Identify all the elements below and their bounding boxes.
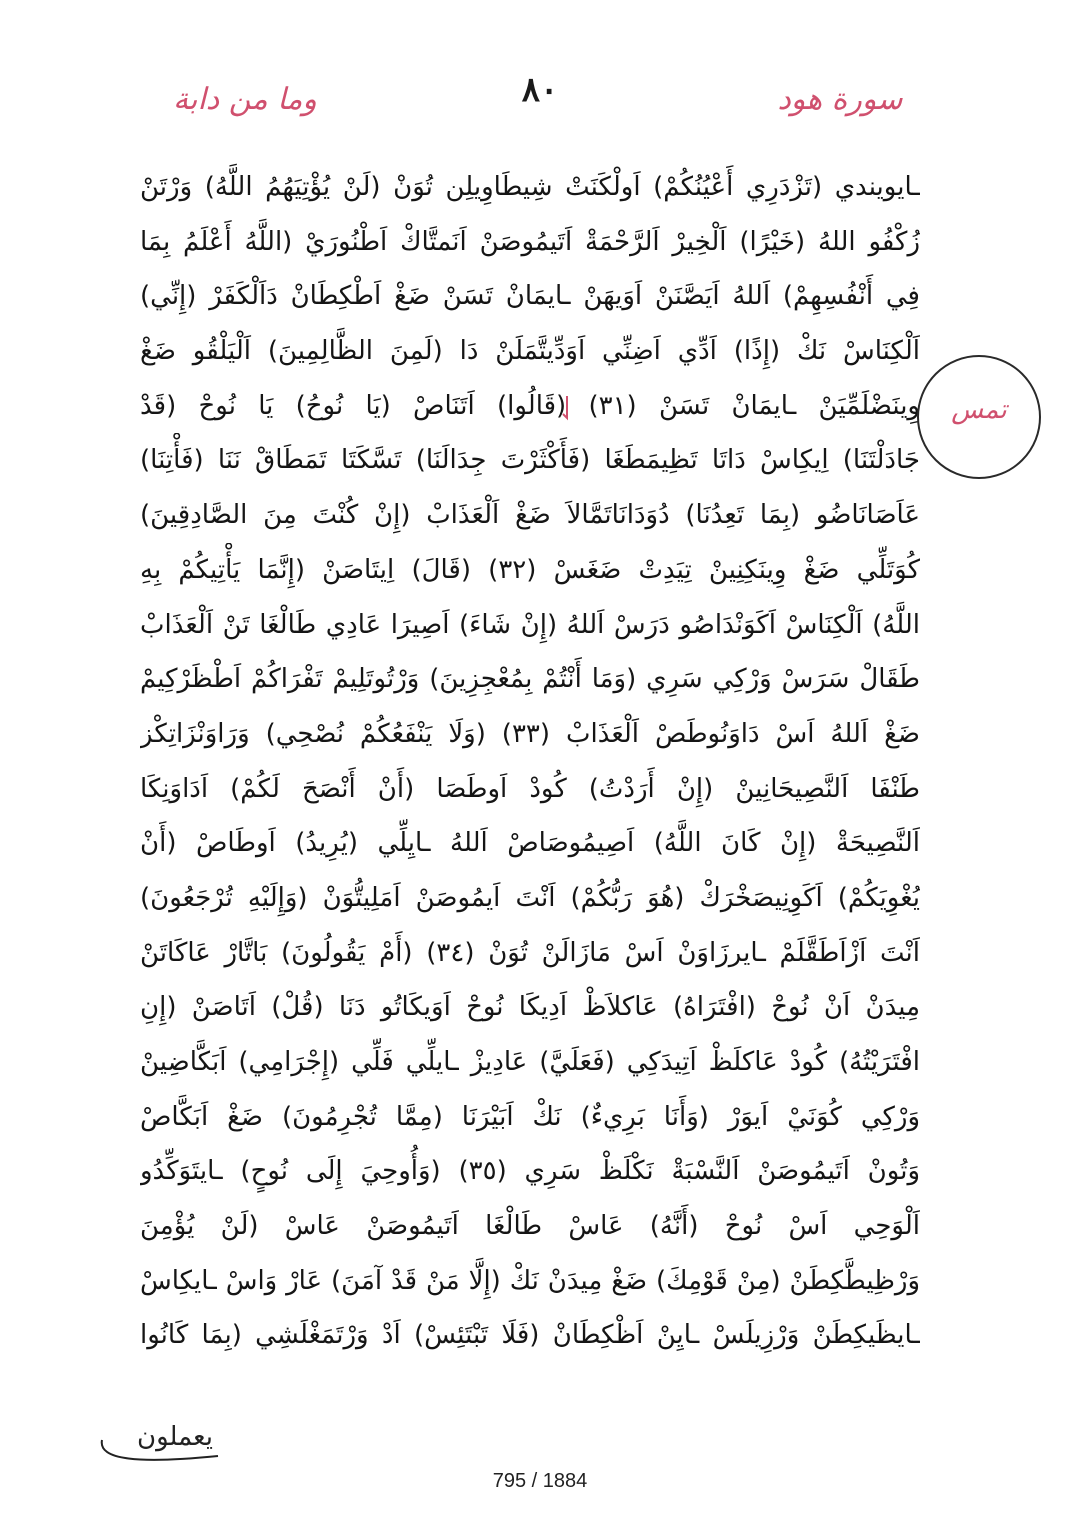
- text-line-12: طَنْفَا اَلنَّصِيحَانِينْ (إِنْ أَرَدْتُ) كُودْ اَوطَصَا (أَنْ أَنْصَحَ لَكُمْ) اَدَاوَنِكَا: [140, 773, 920, 804]
- text-line-7: عَاَصَانَاضُو (بِمَا تَعِدُنَا) دُوَدَانَاتَمَّالاَ ضَغْ اَلْعَذَابْ (إِنْ كُنْتَ مِنَ الصَّادِقِينَ): [140, 500, 920, 531]
- header-surah-note: سورة هود: [777, 82, 903, 117]
- margin-annotation-text: تمس: [951, 395, 1007, 425]
- text-line-2: زُكْفُو اللهُ (خَيْرًا) اَلْخِيرْ اَلرَّحْمَةْ اَتَيمُوصَنْ اَنَمتَّاكْ اَطْنُورَيْ (اللَّهُ أَعْلَمُ بِمَا: [140, 226, 920, 257]
- text-line-22: ـايظَيكِطَنْ وَرْزِيلَسْ ـايِنْ اَظْكِطَانْ (فَلَا تَبْتَئِسْ) اَدْ وَرْتَمَغْلَشِي (بِمَا كَانُوا: [140, 1320, 920, 1351]
- text-line-20: اَلْوَحِي اَسْ نُوحْ (أَنَّهُ) عَاسْ طَالْغَا اَتَيمُوصَنْ عَاسْ (لَنْ يُؤْمِنَ: [140, 1211, 920, 1242]
- text-line-17: افْتَرَيْتُهُ) كُودْ عَاكلَظْ اَتِيدَكِي (فَعَلَيَّ) عَادِيزْ ـايلِّي فَلِّي (إِجْرَامِي) اَبَكَّاضِينْ: [140, 1047, 920, 1077]
- text-line-15: اَنْتَ اَزْاَطَقَّلَمْ ـايرزَاوَنْ اَسْ مَازَالَنْ تُوَنْ (٣٤) (أَمْ يَقُولُونَ) بَاتَّارْ عَاكَاتَنْ: [140, 937, 920, 968]
- text-line-10: طَقَالْ سَرَسْ وَرْكِي سَرِي (وَمَا أَنْتُمْ بِمُعْجِزِينَ) وَرْتُوتَلِيمْ تَفْرَاكُمْ اَطْظَرْكِيمْ: [140, 664, 920, 695]
- insertion-mark-icon: [561, 394, 571, 424]
- text-line-18: وَرْكِي كُوَنَيْ اَيوَرْ (وَأَنَا بَرِيءٌ) نَكْ اَبَيْرَنَا (مِمَّا تُجْرِمُونَ) ضَغْ اَبَكَّاصْ: [140, 1101, 920, 1132]
- text-line-13: اَلنَّصِيحَةْ (إِنْ كَانَ اللَّهُ) اَصِيمُوصَاصْ اَللهُ ـايِلِّي (يُرِيدُ) اَوطَاصْ (أَنْ: [140, 828, 920, 859]
- text-line-6: جَادَلْتَنَا) اِيكِاسْ دَاتَا تَظِيمَطَغَا (فَأَكْثَرْتَ جِدَالَنَا) تَسَّكَتَا تَمَطَاقْ نَنَا (فَأْتِنَا): [140, 445, 920, 476]
- pdf-page-counter: 795 / 1884: [492, 1470, 588, 1492]
- body-text: [140, 160, 920, 1363]
- text-line-1: ـايويندي (تَزْدَرِي أَعْيُنُكُمْ) اَولْكَنَتْ شِيطَاوِيلِن تُوَنْ (لَنْ يُؤْتِيَهُمُ اللَّهُ) وَرْتَنْ: [140, 172, 920, 202]
- text-line-21: وَرْظِيطَّكِطَنْ (مِنْ قَوْمِكَ) ضَغْ مِيدَنْ نَكْ (إِلَّا مَنْ قَدْ آمَنَ) عَارْ وَاسْ ـايكِاسْ: [140, 1265, 920, 1296]
- text-line-16: مِيدَنْ اَنْ نُوحْ (افْتَرَاهُ) عَاكلاَظْ اَدِيكَا نُوحْ اَوَيكَاتُو دَنَا (قُلْ) اَتَاصَنْ (إِنِ: [140, 992, 920, 1023]
- text-line-5: وِينَضْلَمِّيَنْ ـايمَانْ تَسَنْ (٣١) (قَالُوا) اَتَنَاصْ (يَا نُوحُ) يَا نُوحْ (قَدْ: [140, 390, 920, 421]
- text-line-19: وَتُونْ اَتَيمُوصَنْ اَلنَّسْبَةْ نَكْلَظْ سَرِي (٣٥) (وَأُوحِيَ إِلَى نُوحٍ) ـايتَوَكِّدُو: [140, 1156, 920, 1187]
- text-line-8: كُوَتَلِّي ضَغْ وِينَكِنِينْ تِيَدِتْ ضَغَسْ (٣٢) (قَالَ) اِيتَاصَنْ (إِنَّمَا يَأْتِيكُمْ بِهِ: [140, 554, 920, 585]
- text-line-11: ضَغْ اَللهُ اَسْ دَاوَنُوطَصْ اَلْعَذَابْ (٣٣) (وَلَا يَنْفَعُكُمْ نُصْحِي) وَرَاوَنْزَاتِكْز: [140, 718, 920, 749]
- text-line-9: اللَّهُ) اَلْكِنَاسْ اَكَوَنْدَاصُو دَرَسْ اَللهُ (إِنْ شَاءَ) اَصِيرَا عَادِي طَالْغَا تَنْ اَلْعَذَابْ: [140, 609, 920, 640]
- catchword: يعملون: [137, 1422, 213, 1452]
- text-line-4: اَلْكِنَاسْ نَكْ (إِذًا) اَدِّي اَضِنِّي اَوَدِّيتَّمَلَنْ دَا (لَمِنَ الظَّالِمِينَ) اَلْيَلْقُو ضَغْ: [140, 336, 920, 367]
- text-line-14: يُغْوِيَكُمْ) اَكَوِنِيصَخْرَكْ (هُوَ رَبُّكُمْ) اَنْتَ اَيمُوصَنْ اَمَلِيتُّوَنْ (وَإِلَيْهِ تُرْجَعُونَ): [140, 882, 920, 913]
- text-line-3: فِي أَنْفُسِهِمْ) اَللهُ اَيَصَّنَنْ اَوَيهَنْ ـايمَانْ تَسَنْ ضَغْ اَطْكِطَانْ دَاَلْكَفَرْ (إِنِّي): [140, 281, 920, 312]
- header-verse-note: وما من دابة: [173, 82, 317, 117]
- page-number: ٨٠: [521, 70, 559, 110]
